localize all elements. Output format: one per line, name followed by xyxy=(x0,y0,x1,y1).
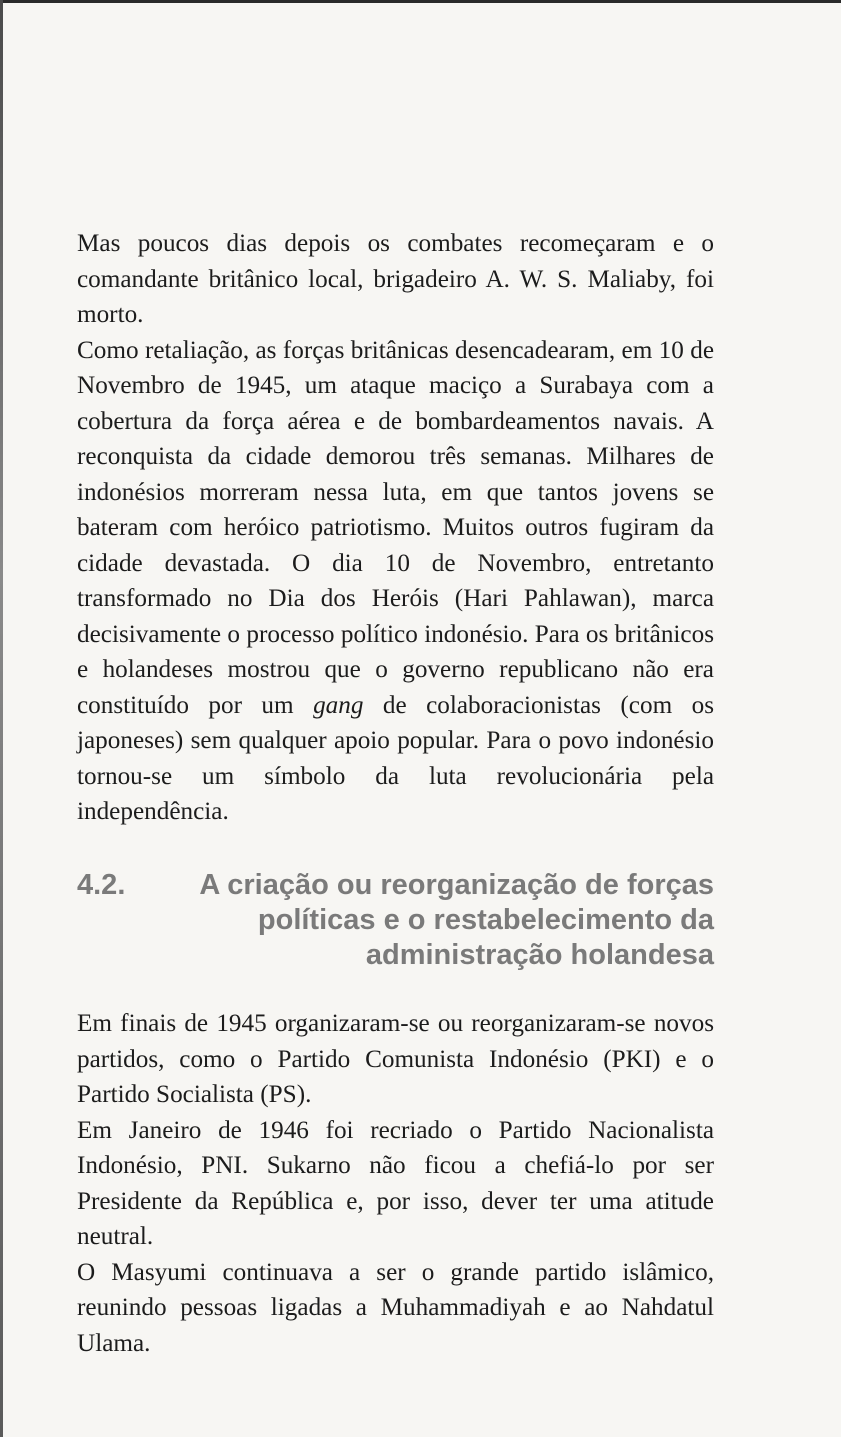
section-title-line-1: A criação ou reorganização de forças xyxy=(199,869,714,901)
paragraph: Em Janeiro de 1946 foi recriado o Partido Nacionalista Indonésio, PNI. Sukarno não ficou a chefiá-lo por ser Presidente da República e, por isso, dever ter uma atitude neutral. xyxy=(77,1116,714,1250)
body-section-2 xyxy=(77,1006,714,1361)
section-number: 4.2. xyxy=(77,869,126,901)
body-section-1 xyxy=(77,226,714,830)
section-title-line-2: políticas e o restabelecimento da xyxy=(257,904,714,936)
page-binding-edge xyxy=(0,0,3,1437)
section-heading xyxy=(77,868,714,973)
paragraph: Em finais de 1945 organizaram-se ou reorganizaram-se novos partidos, como o Partido Comunista Indonésio (PKI) e o Partido Socialista (PS). xyxy=(77,1010,714,1108)
section-title-line-3: administração holandesa xyxy=(365,939,714,971)
top-edge-rule xyxy=(0,0,841,3)
paragraph: Mas poucos dias depois os combates recomeçaram e o comandante britânico local, brigadeiro A. W. S. Maliaby, foi morto. xyxy=(77,230,714,328)
paragraph: Como retaliação, as forças britânicas desencadearam, em 10 de Novembro de 1945, um ataque maciço a Surabaya com a cobertura da força aérea e de bombardeamentos navais. A reconquista da cidade demorou três semanas. Milhares de indonésios morreram nessa luta, em que tantos jovens se bateram com heróico patriotismo. Muitos outros fugiram da cidade devastada. O dia 10 de Novembro, entretanto transformado no Dia dos Heróis (Hari Pahlawan), marca decisivamente o processo político indonésio. Para os britânicos e holandeses mostrou que o governo republicano não era constituído por um gang de colaboracionistas (com os japoneses) sem qualquer apoio popular. Para o povo indonésio tornou-se um símbolo da luta revolucionária pela independência. xyxy=(77,336,715,825)
italic-term: gang xyxy=(313,691,364,719)
paragraph: O Masyumi continuava a ser o grande partido islâmico, reunindo pessoas ligadas a Muhammadiyah e ao Nahdatul Ulama. xyxy=(77,1258,714,1357)
